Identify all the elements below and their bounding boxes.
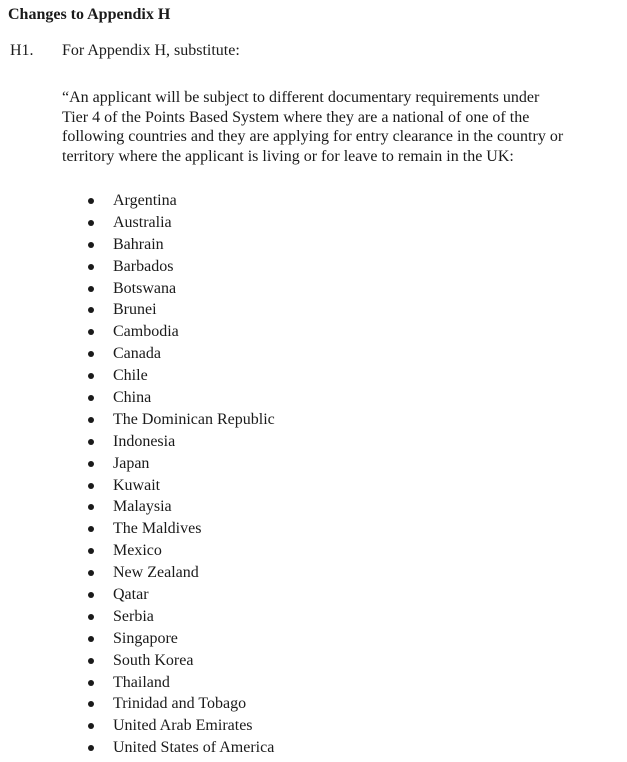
bullet-icon xyxy=(88,395,94,401)
country-name: Botswana xyxy=(113,279,177,297)
country-name: South Korea xyxy=(113,651,194,669)
country-name: United States of America xyxy=(113,739,275,757)
bullet-icon xyxy=(88,548,94,554)
country-name: Mexico xyxy=(113,542,162,560)
country-name: Australia xyxy=(113,213,172,231)
bullet-icon xyxy=(88,307,94,313)
bullet-icon xyxy=(88,329,94,335)
country-name: Kuwait xyxy=(113,476,161,494)
country-name: Singapore xyxy=(113,629,178,647)
bullet-icon xyxy=(88,614,94,620)
country-name: Indonesia xyxy=(113,432,176,450)
bullet-icon xyxy=(88,264,94,270)
quoted-paragraph-line: territory where the applicant is living or for leave to remain in the UK: xyxy=(62,147,514,165)
bullet-icon xyxy=(88,701,94,707)
country-name: Qatar xyxy=(113,586,149,604)
country-name: Canada xyxy=(113,345,161,363)
bullet-icon xyxy=(88,504,94,510)
bullet-icon xyxy=(88,242,94,248)
country-name: Cambodia xyxy=(113,323,179,341)
country-name: Malaysia xyxy=(113,498,172,516)
bullet-icon xyxy=(88,198,94,204)
country-name: New Zealand xyxy=(113,564,199,582)
clause-number: H1. xyxy=(10,42,34,59)
country-name: United Arab Emirates xyxy=(113,717,253,735)
bullet-icon xyxy=(88,286,94,292)
country-name: China xyxy=(113,389,152,407)
country-name: Japan xyxy=(113,454,150,472)
quoted-paragraph-line: “An applicant will be subject to different documentary requirements under xyxy=(62,89,540,106)
bullet-icon xyxy=(88,592,94,598)
bullet-icon xyxy=(88,680,94,686)
country-name: Chile xyxy=(113,367,148,385)
quoted-paragraph-line: Tier 4 of the Points Based System where they are a national of one of the xyxy=(62,108,530,126)
country-name: Brunei xyxy=(113,301,157,319)
country-name: Thailand xyxy=(113,673,170,691)
bullet-icon xyxy=(88,373,94,379)
bullet-icon xyxy=(88,461,94,467)
bullet-icon xyxy=(88,417,94,423)
country-name: Trinidad and Tobago xyxy=(113,695,247,713)
country-name: Argentina xyxy=(113,192,177,209)
bullet-icon xyxy=(88,483,94,489)
bullet-icon xyxy=(88,570,94,576)
quoted-paragraph-line: following countries and they are applying for entry clearance in the country or xyxy=(62,128,564,145)
bullet-icon xyxy=(88,351,94,357)
country-name: Barbados xyxy=(113,257,174,275)
quoted-paragraph xyxy=(62,88,620,166)
bullet-icon xyxy=(88,220,94,226)
bullet-icon xyxy=(88,658,94,664)
country-name: Serbia xyxy=(113,607,154,625)
country-name: Bahrain xyxy=(113,235,164,253)
country-name: The Dominican Republic xyxy=(113,410,275,428)
country-name: The Maldives xyxy=(113,520,202,538)
bullet-icon xyxy=(88,526,94,532)
bullet-icon xyxy=(88,723,94,729)
clause-text: For Appendix H, substitute: xyxy=(62,42,240,59)
bullet-icon xyxy=(88,745,94,751)
bullet-icon xyxy=(88,439,94,445)
section-heading: Changes to Appendix H xyxy=(8,6,171,23)
bullet-icon xyxy=(88,636,94,642)
